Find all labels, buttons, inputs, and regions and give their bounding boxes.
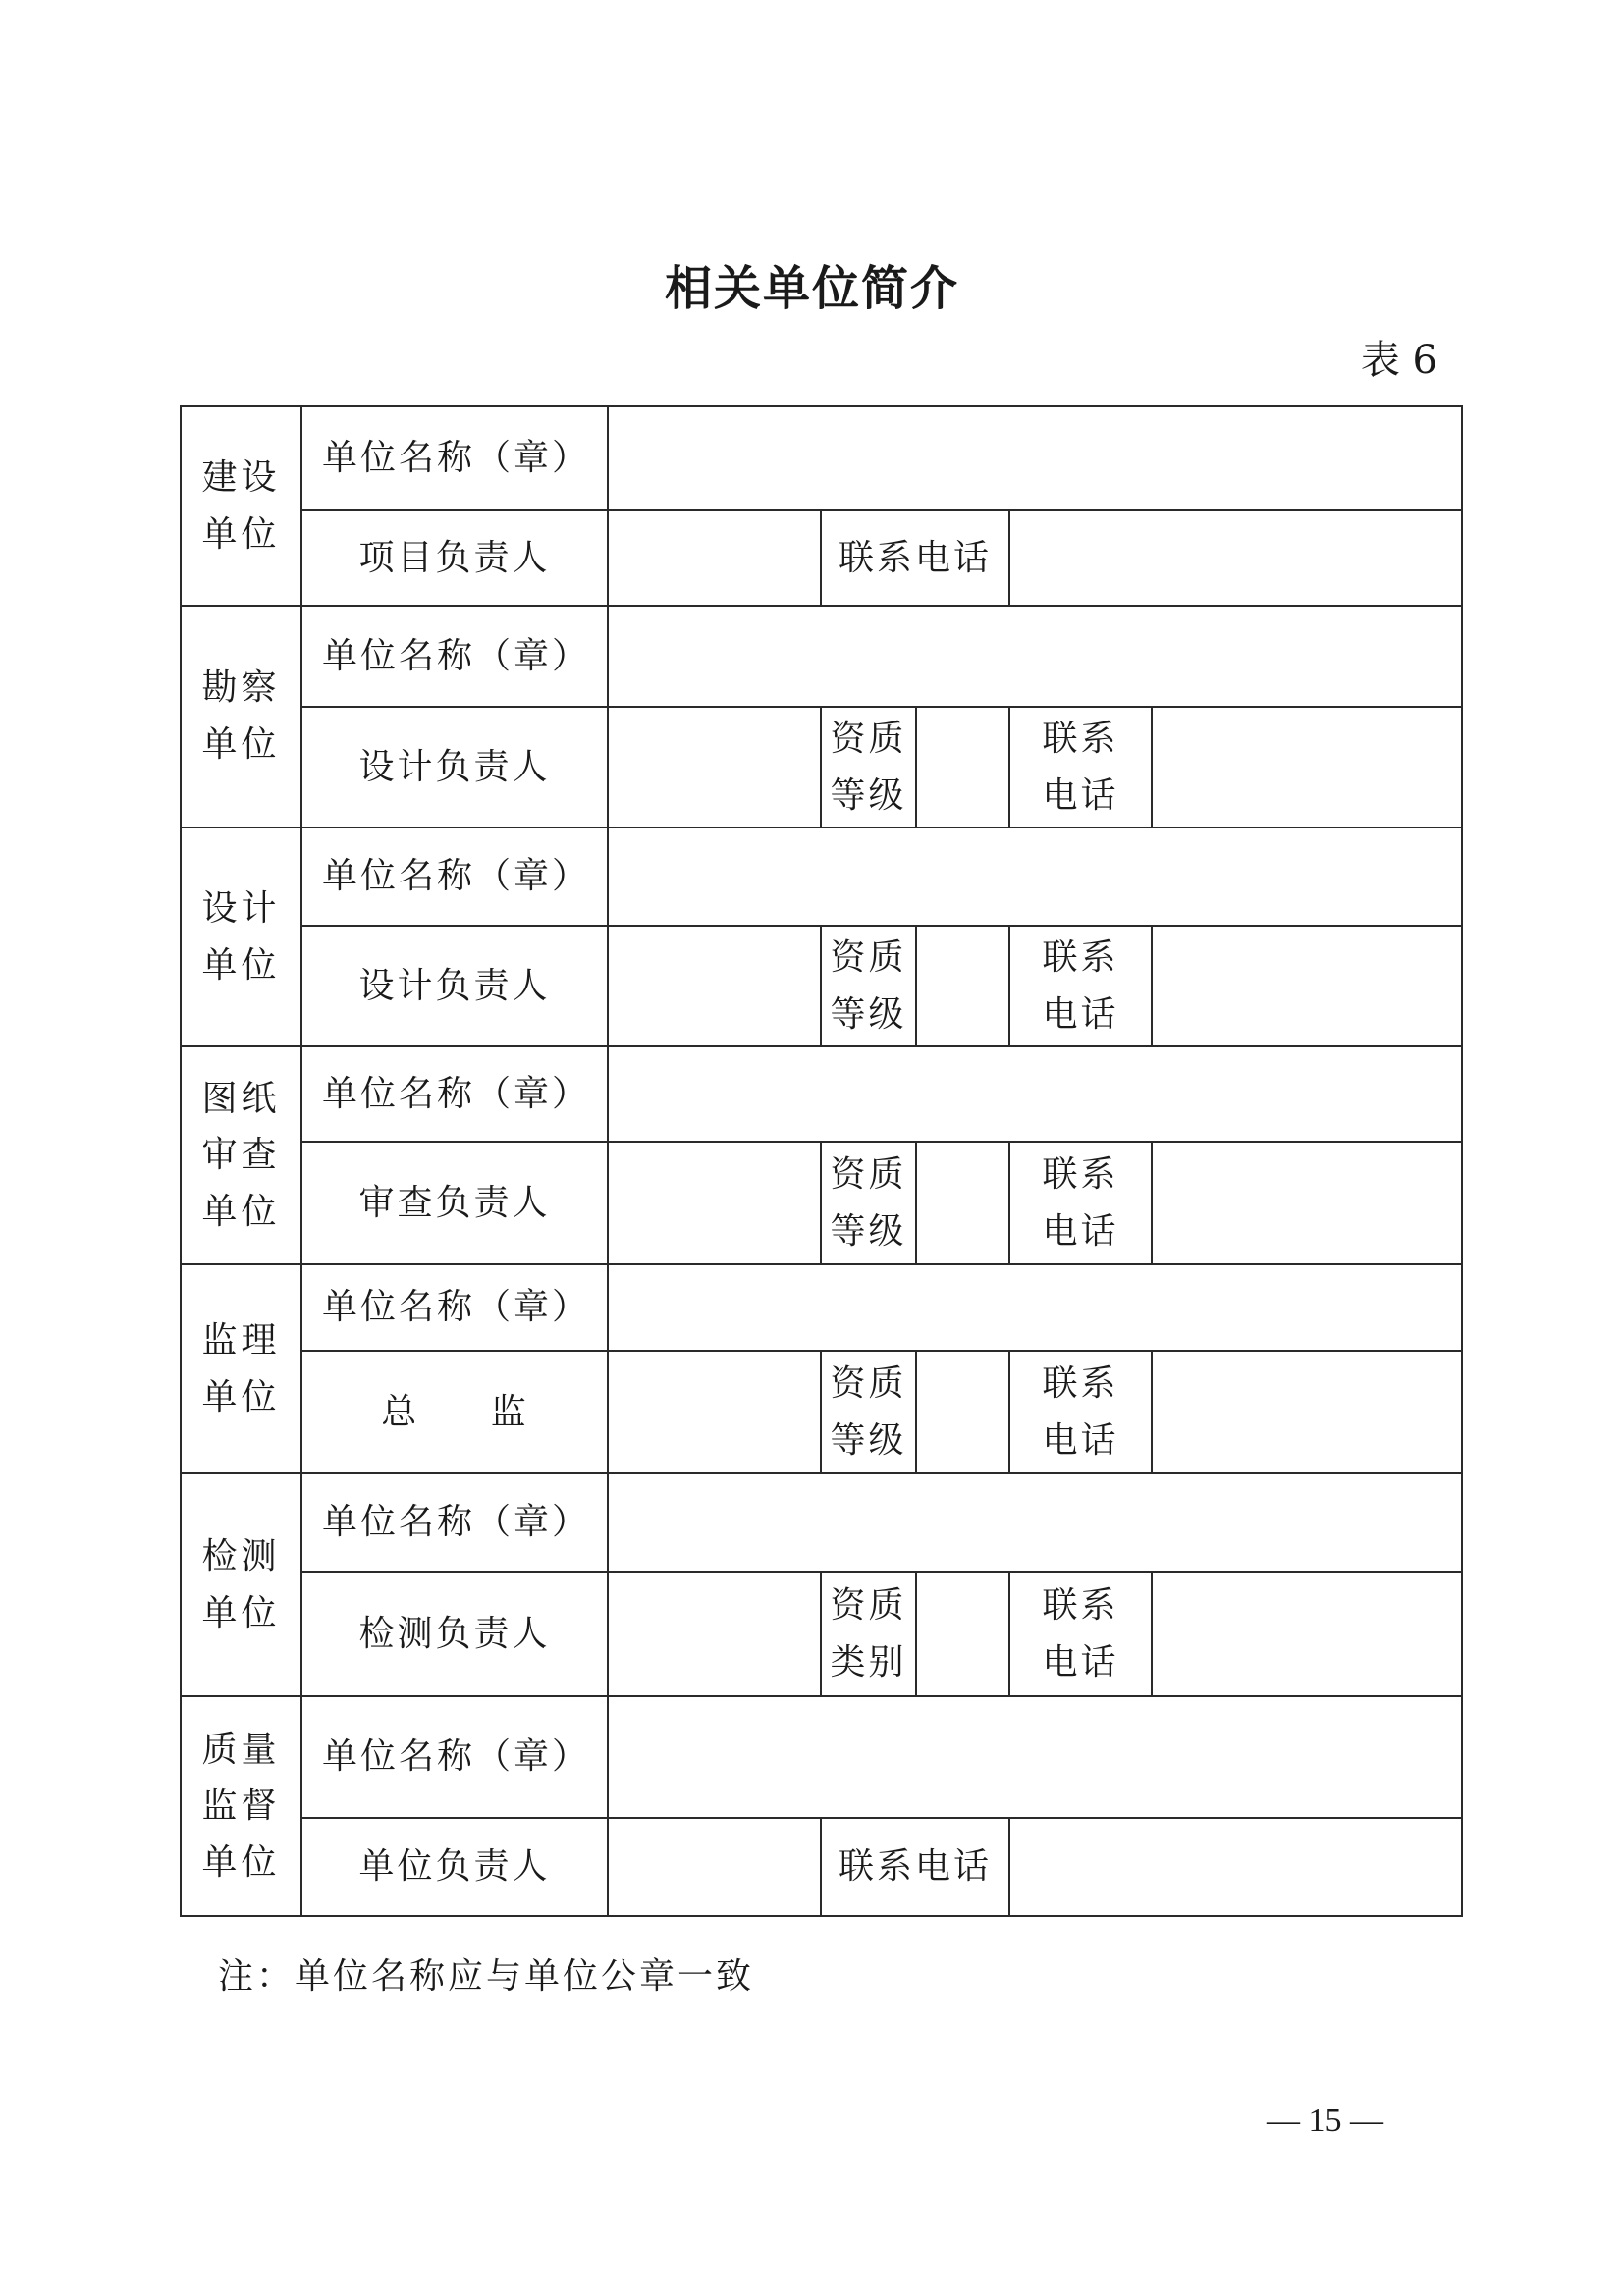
table-row — [181, 1142, 1462, 1264]
contact-phone-label: 联系 电话 — [1009, 1572, 1152, 1696]
unit-type-line: 单位 — [201, 1376, 281, 1417]
person-label: 总 监 — [301, 1351, 608, 1473]
table-row — [181, 707, 1462, 828]
table-row — [181, 1818, 1462, 1916]
unit-type-line: 单位 — [201, 1842, 281, 1883]
table-row — [181, 510, 1462, 606]
unit-type-cell — [181, 1264, 301, 1473]
unit-name-field[interactable] — [608, 1046, 1462, 1142]
table-row — [181, 406, 1462, 510]
qualification-label: 资质等级 — [821, 707, 916, 828]
table-row — [181, 1351, 1462, 1473]
contact-phone-field[interactable] — [1152, 1572, 1462, 1696]
person-field[interactable] — [608, 510, 821, 606]
unit-type-line: 设计 — [201, 887, 281, 929]
table-row — [181, 828, 1462, 926]
unit-type-line: 图纸 — [201, 1078, 281, 1119]
table-row — [181, 1473, 1462, 1572]
unit-name-field[interactable] — [608, 828, 1462, 926]
contact-phone-field[interactable] — [1152, 1142, 1462, 1264]
unit-name-label: 单位名称（章） — [301, 1264, 608, 1351]
page-title: 相关单位简介 — [664, 261, 959, 316]
person-field[interactable] — [608, 707, 821, 828]
unit-name-label: 单位名称（章） — [301, 1473, 608, 1572]
unit-type-line: 质量 — [201, 1729, 281, 1770]
contact-phone-field[interactable] — [1009, 510, 1462, 606]
person-label: 检测负责人 — [301, 1572, 608, 1696]
table-row — [181, 1264, 1462, 1351]
person-label: 设计负责人 — [301, 926, 608, 1046]
person-field[interactable] — [608, 926, 821, 1046]
person-label: 审查负责人 — [301, 1142, 608, 1264]
unit-name-label: 单位名称（章） — [301, 606, 608, 707]
qualification-label: 资质等级 — [821, 926, 916, 1046]
unit-name-label: 单位名称（章） — [301, 1696, 608, 1818]
person-label: 单位负责人 — [301, 1818, 608, 1916]
person-field[interactable] — [608, 1351, 821, 1473]
person-field[interactable] — [608, 1142, 821, 1264]
qualification-field[interactable] — [916, 707, 1009, 828]
qualification-label: 资质等级 — [821, 1142, 916, 1264]
page-number: — 15 — — [1267, 2103, 1383, 2139]
table-row — [181, 926, 1462, 1046]
table-number: 表 6 — [1360, 338, 1437, 383]
qualification-label: 资质等级 — [821, 1351, 916, 1473]
unit-type-line: 勘察 — [201, 667, 281, 709]
unit-type-line: 单位 — [201, 513, 281, 555]
unit-type-line: 监理 — [201, 1319, 281, 1361]
person-label: 项目负责人 — [301, 510, 608, 606]
unit-type-line: 单位 — [201, 1592, 281, 1633]
person-field[interactable] — [608, 1572, 821, 1696]
unit-type-line: 建设 — [201, 456, 281, 498]
unit-name-label: 单位名称（章） — [301, 1046, 608, 1142]
unit-type-line: 单位 — [201, 1191, 281, 1232]
unit-type-cell — [181, 1473, 301, 1696]
contact-phone-field[interactable] — [1009, 1818, 1462, 1916]
qualification-field[interactable] — [916, 1142, 1009, 1264]
contact-phone-field[interactable] — [1152, 926, 1462, 1046]
unit-name-label: 单位名称（章） — [301, 828, 608, 926]
unit-type-cell — [181, 828, 301, 1046]
table-row — [181, 606, 1462, 707]
unit-name-label: 单位名称（章） — [301, 406, 608, 510]
contact-phone-field[interactable] — [1152, 1351, 1462, 1473]
unit-type-line: 审查 — [201, 1135, 281, 1176]
unit-type-line: 检测 — [201, 1535, 281, 1576]
unit-type-line: 监督 — [201, 1786, 281, 1827]
person-field[interactable] — [608, 1818, 821, 1916]
contact-phone-field[interactable] — [1152, 707, 1462, 828]
contact-phone-label: 联系 电话 — [1009, 926, 1152, 1046]
unit-name-field[interactable] — [608, 1696, 1462, 1818]
unit-type-cell — [181, 606, 301, 828]
table-row — [181, 1046, 1462, 1142]
contact-phone-label: 联系 电话 — [1009, 1351, 1152, 1473]
contact-phone-label: 联系电话 — [821, 1818, 1009, 1916]
person-label: 设计负责人 — [301, 707, 608, 828]
contact-phone-label: 联系电话 — [821, 510, 1009, 606]
unit-type-line: 单位 — [201, 724, 281, 765]
related-units-table — [180, 405, 1463, 1917]
unit-type-cell — [181, 1046, 301, 1264]
footnote: 注：单位名称应与单位公章一致 — [218, 1956, 755, 1997]
unit-type-cell — [181, 406, 301, 606]
unit-name-field[interactable] — [608, 1473, 1462, 1572]
qualification-field[interactable] — [916, 926, 1009, 1046]
unit-name-field[interactable] — [608, 1264, 1462, 1351]
unit-type-line: 单位 — [201, 944, 281, 986]
table-row — [181, 1696, 1462, 1818]
contact-phone-label: 联系 电话 — [1009, 1142, 1152, 1264]
qualification-label: 资质类别 — [821, 1572, 916, 1696]
qualification-field[interactable] — [916, 1351, 1009, 1473]
table-row — [181, 1572, 1462, 1696]
contact-phone-label: 联系 电话 — [1009, 707, 1152, 828]
qualification-field[interactable] — [916, 1572, 1009, 1696]
unit-name-field[interactable] — [608, 406, 1462, 510]
unit-type-cell — [181, 1696, 301, 1916]
unit-name-field[interactable] — [608, 606, 1462, 707]
